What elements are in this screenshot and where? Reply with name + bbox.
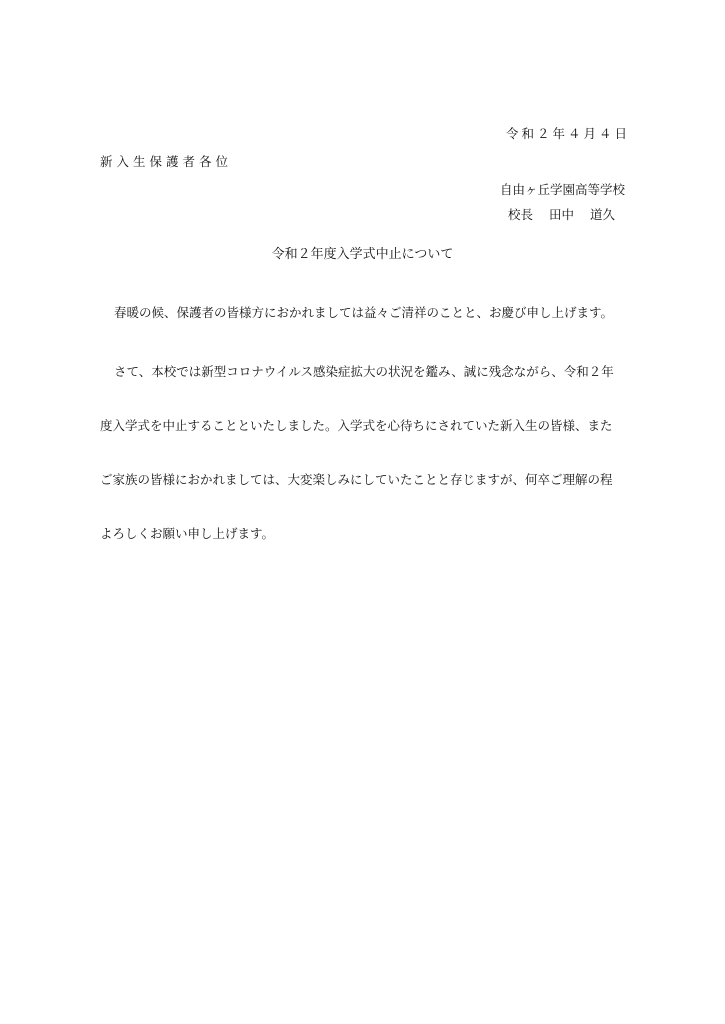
paragraph-notice-line-4: よろしくお願い申し上げます。 [100, 526, 275, 541]
principal-surname: 田中 [549, 207, 575, 222]
paragraph-notice-line-3: ご家族の皆様におかれましては、大変楽しみにしていたことと存じますが、何卒ご理解の程 [100, 472, 613, 487]
paragraph-greeting: 春暖の候、保護者の皆様方におかれましては益々ご清祥のことと、お慶び申し上げます。 [114, 305, 614, 320]
issue-date: 令和２年４月４日 [505, 126, 630, 141]
principal-title: 校長 [507, 207, 533, 222]
principal-given-name: 道久 [590, 207, 616, 222]
school-name: 自由ヶ丘学園高等学校 [499, 182, 625, 197]
addressee: 新入生保護者各位 [100, 154, 233, 169]
principal-line [500, 202, 625, 227]
sender-block [500, 177, 625, 227]
paragraph-notice-line-2: 度入学式を中止することといたしました。入学式を心待ちにされていた新入生の皆様、また [100, 418, 613, 433]
document-title: 令和２年度入学式中止について [271, 247, 454, 262]
paragraph-notice-line-1: さて、本校では新型コロナウイルス感染症拡大の状況を鑑み、誠に残念ながら、令和２年 [114, 364, 614, 379]
